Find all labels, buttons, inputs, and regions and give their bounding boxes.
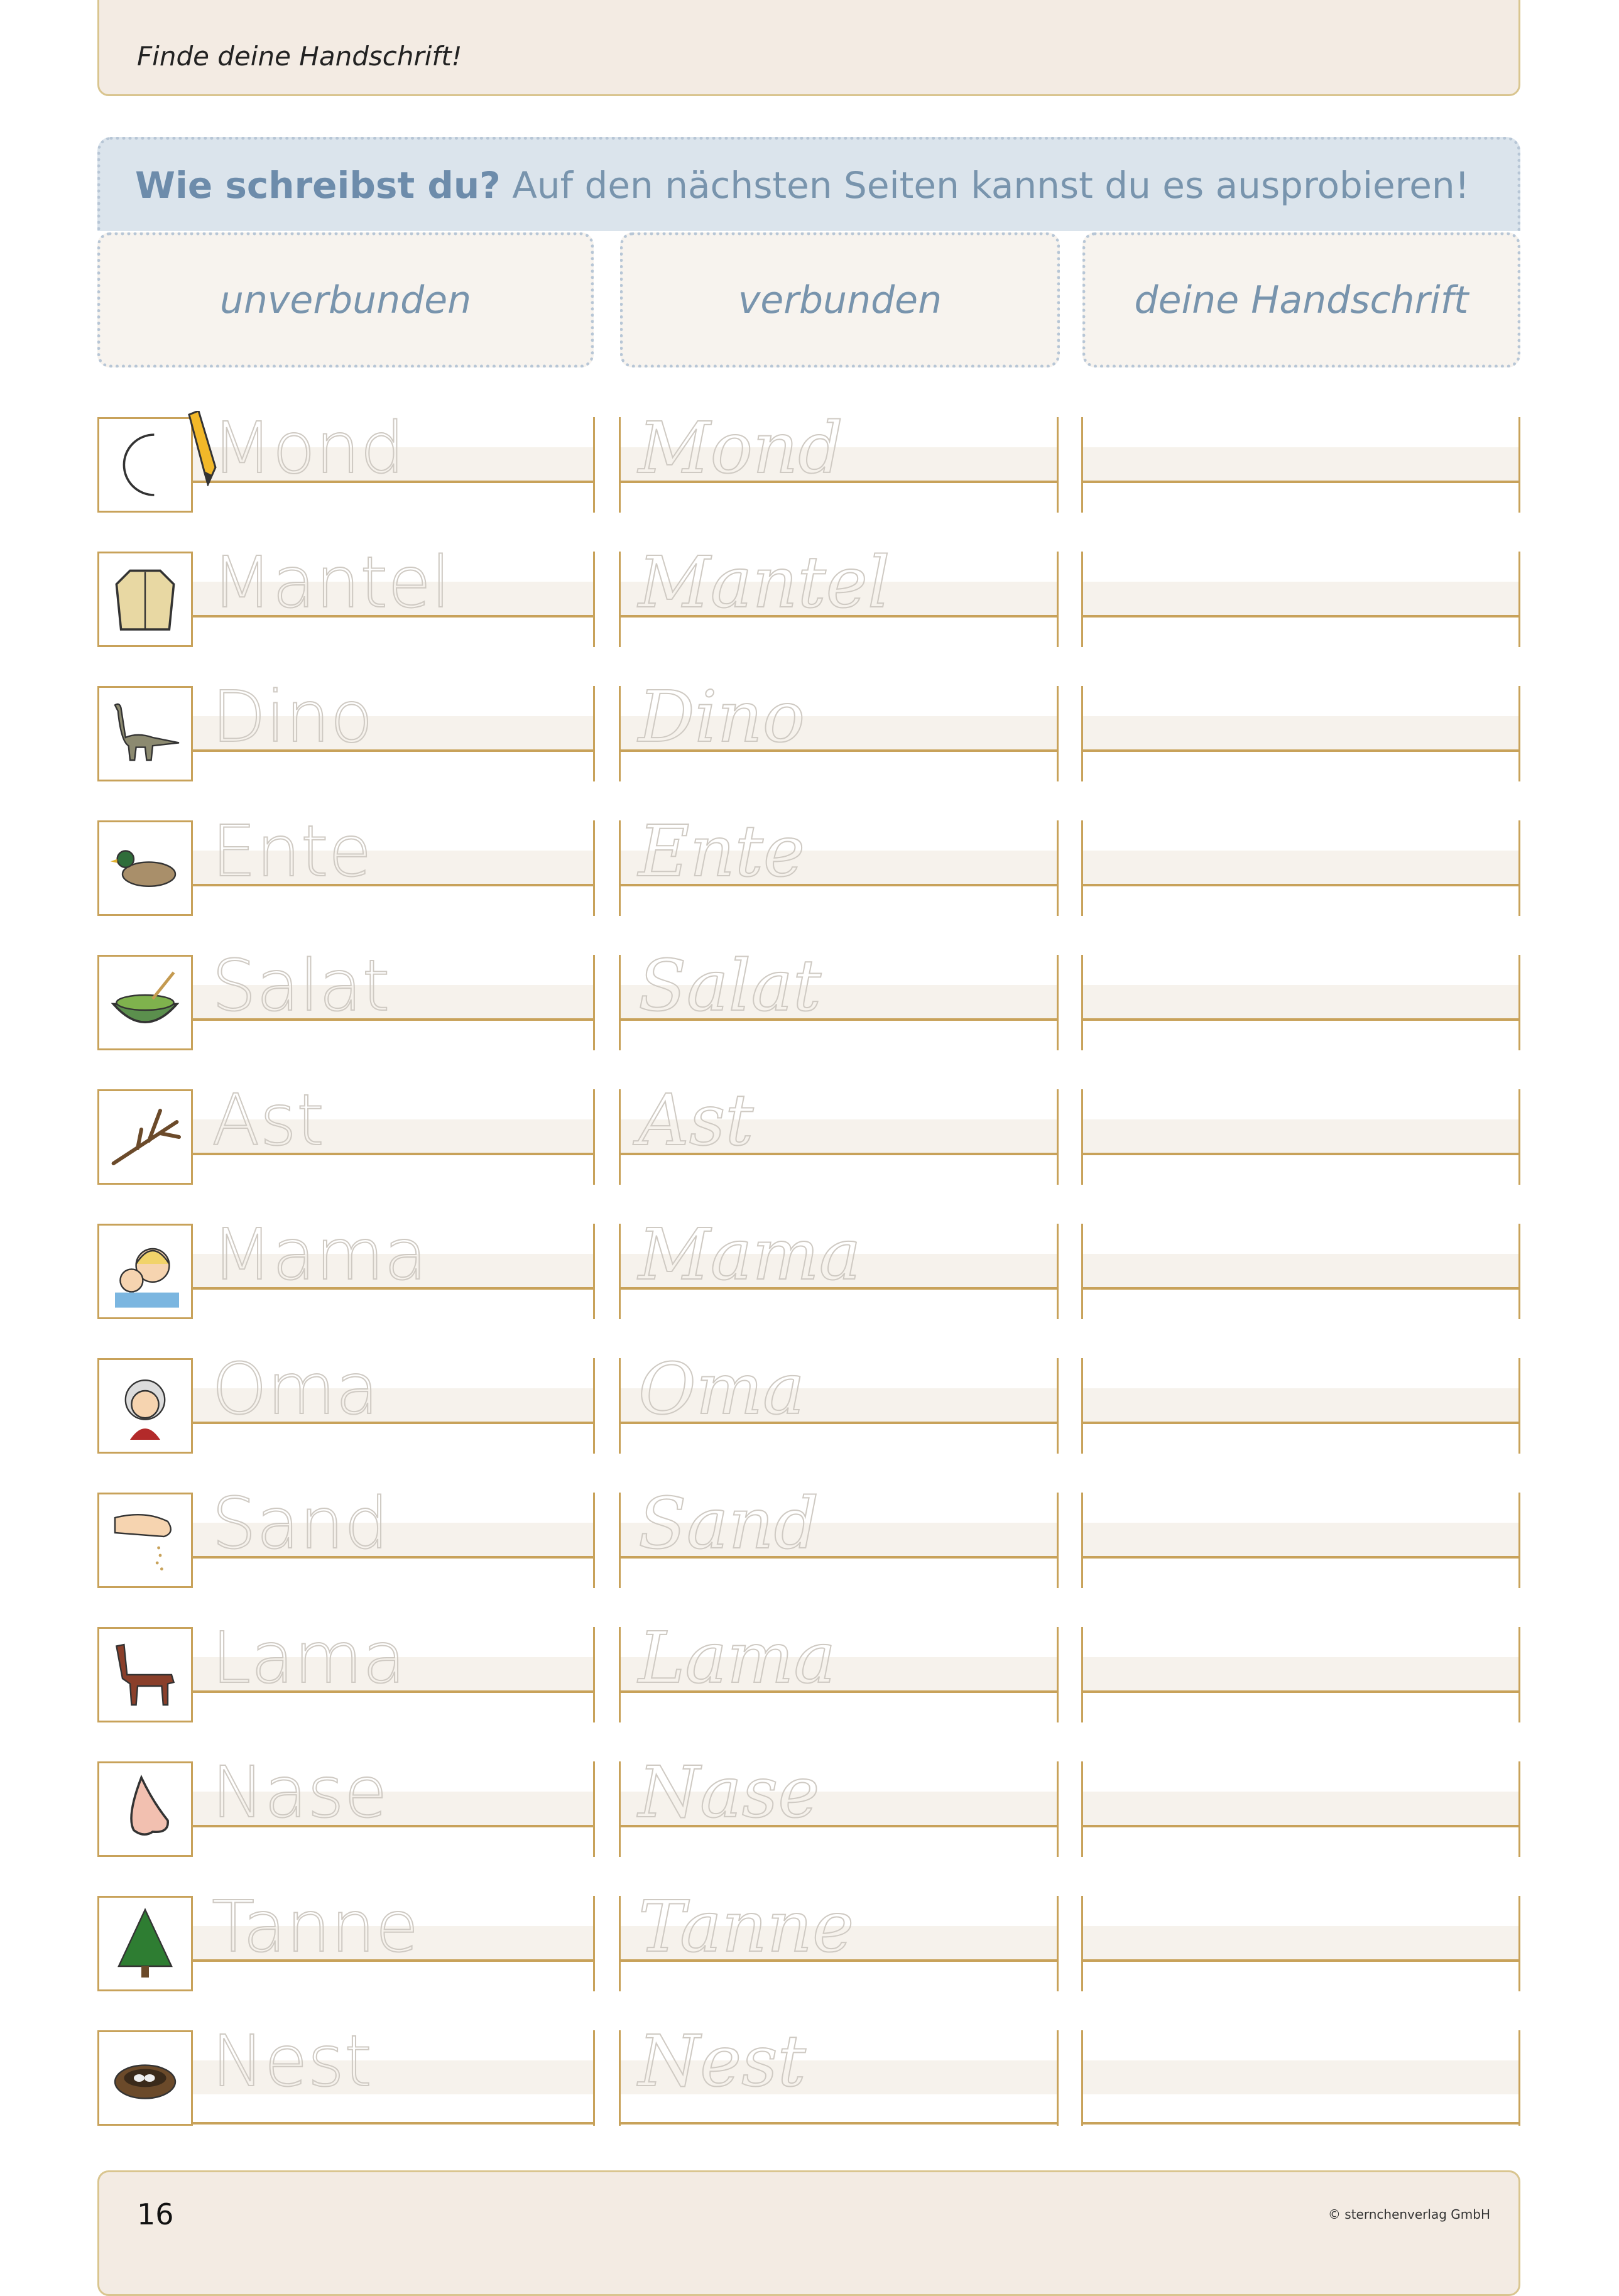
write-lane-handschrift[interactable]: [1081, 1627, 1520, 1722]
trace-word: Ast: [638, 1080, 754, 1162]
salad-bowl-icon: [97, 955, 193, 1050]
trace-word: Mama: [212, 1214, 427, 1296]
trace-word: Nest: [638, 2021, 806, 2103]
footer-bar: [97, 2170, 1520, 2296]
trace-lane-unverbunden[interactable]: [193, 408, 595, 513]
trace-lane-verbunden[interactable]: [619, 408, 1059, 513]
trace-word: Lama: [638, 1618, 836, 1699]
trace-word: Ast: [212, 1080, 324, 1162]
header-bar: [97, 0, 1520, 96]
trace-word: Mantel: [212, 542, 451, 624]
practice-row: [0, 1618, 1619, 1727]
trace-lane-unverbunden[interactable]: [193, 2021, 595, 2126]
nest-icon: [97, 2030, 193, 2126]
practice-row: [0, 542, 1619, 652]
trace-lane-unverbunden[interactable]: [193, 1080, 595, 1185]
trace-word: Nase: [212, 1752, 388, 1834]
column-header-handschrift: deine Handschrift: [1082, 232, 1520, 367]
trace-word: Sand: [212, 1483, 389, 1565]
write-lane-handschrift[interactable]: [1081, 1358, 1520, 1454]
practice-row: [0, 677, 1619, 786]
trace-word: Mama: [638, 1214, 861, 1296]
trace-word: Salat: [212, 945, 390, 1027]
trace-word: Mond: [212, 408, 405, 489]
nose-icon: [97, 1761, 193, 1857]
duck-icon: [97, 820, 193, 916]
write-lane-handschrift[interactable]: [1081, 955, 1520, 1050]
write-lane-handschrift[interactable]: [1081, 417, 1520, 513]
practice-row: [0, 1752, 1619, 1862]
write-lane-handschrift[interactable]: [1081, 1761, 1520, 1857]
fir-tree-icon: [97, 1896, 193, 1991]
practice-row: [0, 945, 1619, 1055]
write-lane-handschrift[interactable]: [1081, 1224, 1520, 1319]
column-header-unverbunden: unverbunden: [97, 232, 594, 367]
practice-row: [0, 1214, 1619, 1324]
trace-lane-verbunden[interactable]: [619, 1349, 1059, 1454]
trace-lane-verbunden[interactable]: [619, 677, 1059, 781]
trace-lane-unverbunden[interactable]: [193, 677, 595, 781]
mother-child-icon: [97, 1224, 193, 1319]
trace-lane-unverbunden[interactable]: [193, 1349, 595, 1454]
trace-lane-unverbunden[interactable]: [193, 1483, 595, 1588]
branch-icon: [97, 1089, 193, 1185]
trace-lane-verbunden[interactable]: [619, 1080, 1059, 1185]
coat-icon: [97, 552, 193, 647]
write-lane-handschrift[interactable]: [1081, 686, 1520, 781]
trace-lane-unverbunden[interactable]: [193, 1886, 595, 1991]
dinosaur-icon: [97, 686, 193, 781]
trace-lane-verbunden[interactable]: [619, 1618, 1059, 1722]
trace-lane-verbunden[interactable]: [619, 945, 1059, 1050]
trace-word: Salat: [638, 945, 822, 1027]
trace-word: Oma: [638, 1349, 805, 1430]
trace-word: Ente: [212, 811, 372, 893]
trace-word: Tanne: [212, 1886, 419, 1968]
practice-row: [0, 1080, 1619, 1190]
copyright: © sternchenverlag GmbH: [1327, 2207, 1490, 2222]
trace-word: Lama: [212, 1618, 406, 1699]
trace-word: Dino: [638, 677, 805, 758]
trace-lane-unverbunden[interactable]: [193, 1752, 595, 1857]
write-lane-handschrift[interactable]: [1081, 2030, 1520, 2126]
write-lane-handschrift[interactable]: [1081, 1896, 1520, 1991]
trace-lane-verbunden[interactable]: [619, 1483, 1059, 1588]
info-question: Wie schreibst du?: [135, 164, 501, 207]
column-header-verbunden: verbunden: [620, 232, 1060, 367]
trace-lane-unverbunden[interactable]: [193, 1618, 595, 1722]
trace-word: Tanne: [638, 1886, 854, 1968]
trace-word: Oma: [212, 1349, 379, 1430]
trace-lane-verbunden[interactable]: [619, 811, 1059, 916]
trace-lane-verbunden[interactable]: [619, 2021, 1059, 2126]
moon-icon: [97, 417, 193, 513]
trace-word: Sand: [638, 1483, 819, 1565]
write-lane-handschrift[interactable]: [1081, 552, 1520, 647]
practice-row: [0, 408, 1619, 518]
trace-word: Nase: [638, 1752, 820, 1834]
trace-lane-unverbunden[interactable]: [193, 1214, 595, 1319]
trace-lane-verbunden[interactable]: [619, 1886, 1059, 1991]
trace-lane-verbunden[interactable]: [619, 542, 1059, 647]
info-header: [97, 137, 1520, 231]
practice-row: [0, 1886, 1619, 1996]
info-instruction: Auf den nächsten Seiten kannst du es ausprobieren!: [512, 164, 1469, 207]
practice-row: [0, 2021, 1619, 2131]
trace-lane-unverbunden[interactable]: [193, 811, 595, 916]
practice-row: [0, 811, 1619, 921]
trace-word: Dino: [212, 677, 373, 758]
practice-row: [0, 1349, 1619, 1459]
trace-lane-unverbunden[interactable]: [193, 945, 595, 1050]
trace-word: Nest: [212, 2021, 372, 2103]
write-lane-handschrift[interactable]: [1081, 1493, 1520, 1588]
trace-word: Mond: [638, 408, 843, 489]
pencil-icon: [183, 411, 221, 486]
info-text: [135, 164, 1469, 207]
trace-word: Mantel: [638, 542, 890, 624]
hand-sand-icon: [97, 1493, 193, 1588]
trace-lane-verbunden[interactable]: [619, 1752, 1059, 1857]
practice-row: [0, 1483, 1619, 1593]
trace-lane-unverbunden[interactable]: [193, 542, 595, 647]
trace-word: Ente: [638, 811, 805, 893]
write-lane-handschrift[interactable]: [1081, 820, 1520, 916]
grandmother-icon: [97, 1358, 193, 1454]
page-number: 16: [137, 2197, 174, 2231]
write-lane-handschrift[interactable]: [1081, 1089, 1520, 1185]
page-title: Finde deine Handschrift!: [137, 41, 462, 72]
trace-lane-verbunden[interactable]: [619, 1214, 1059, 1319]
llama-icon: [97, 1627, 193, 1722]
